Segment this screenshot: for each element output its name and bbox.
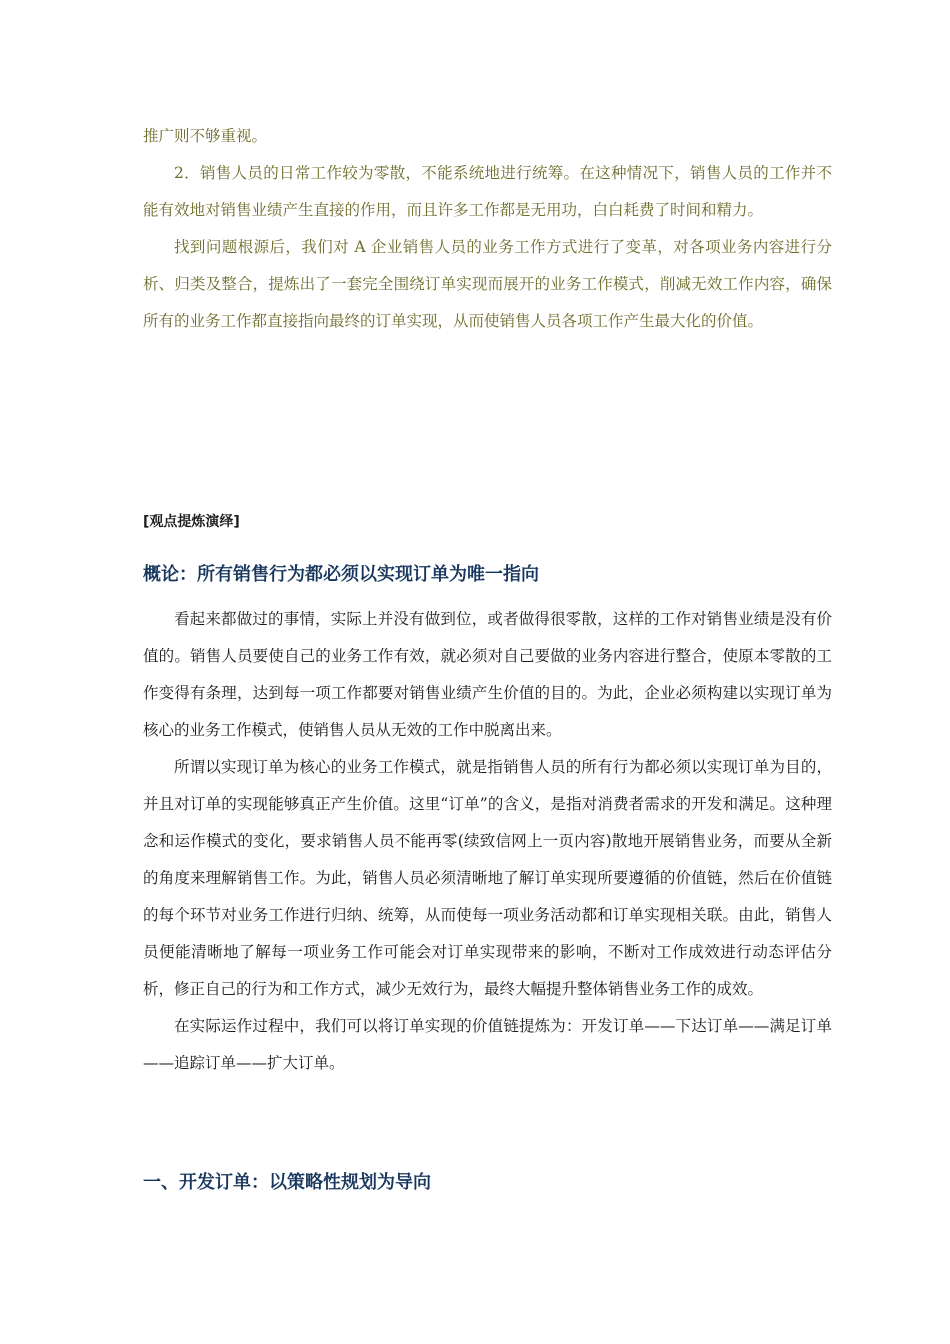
paragraph-value-chain: 在实际运作过程中，我们可以将订单实现的价值链提炼为：开发订单——下达订单——满足订单——追踪订单——扩大订单。 [143,1017,832,1072]
body-text-block [143,601,832,1082]
paragraph-intro: 看起来都做过的事情，实际上并没有做到位，或者做得很零散，这样的工作对销售业绩是没有价值的。销售人员要使自己的业务工作有效，就必须对自己要做的业务内容进行整合，使原本零散的工作变得有条理，达到每一项工作都要对销售业绩产生价值的目的。为此，企业必须构建以实现订单为核心的业务工作模式，使销售人员从无效的工作中脱离出来。 [143,610,832,739]
paragraph-work-model: 所谓以实现订单为核心的业务工作模式，就是指销售人员的所有行为都必须以实现订单为目的，并且对订单的实现能够真正产生价值。这里“订单”的含义，是指对消费者需求的开发和满足。这种理念和运作模式的变化，要求销售人员不能再零(续致信网上一页内容)散地开展销售业务，而要从全新的角度来理解销售工作。为此，销售人员必须清晰地了解订单实现所要遵循的价值链，然后在价值链的每个环节对业务工作进行归纳、统筹，从而使每一项业务活动都和订单实现相关联。由此，销售人员便能清晰地了解每一项业务工作可能会对订单实现带来的影响，不断对工作成效进行动态评估分析，修正自己的行为和工作方式，减少无效行为，最终大幅提升整体销售业务工作的成效。 [143,758,832,998]
heading-overview: 概论：所有销售行为都必须以实现订单为唯一指向 [143,564,539,585]
paragraph-point-2: 2．销售人员的日常工作较为零散，不能系统地进行统筹。在这种情况下，销售人员的工作并不能有效地对销售业绩产生直接的作用，而且许多工作都是无用功，白白耗费了时间和精力。 [143,164,832,219]
heading-develop-orders: 一、开发订单：以策略性规划为导向 [143,1172,431,1193]
section-label: [观点提炼演绎] [143,514,240,530]
top-text-block [143,118,832,340]
paragraph-continuation: 推广则不够重视。 [143,127,268,145]
paragraph-solution: 找到问题根源后，我们对 A 企业销售人员的业务工作方式进行了变革，对各项业务内容进行分析、归类及整合，提炼出了一套完全围绕订单实现而展开的业务工作模式，削减无效工作内容，确保所有的业务工作都直接指向最终的订单实现，从而使销售人员各项工作产生最大化的价值。 [143,238,832,330]
